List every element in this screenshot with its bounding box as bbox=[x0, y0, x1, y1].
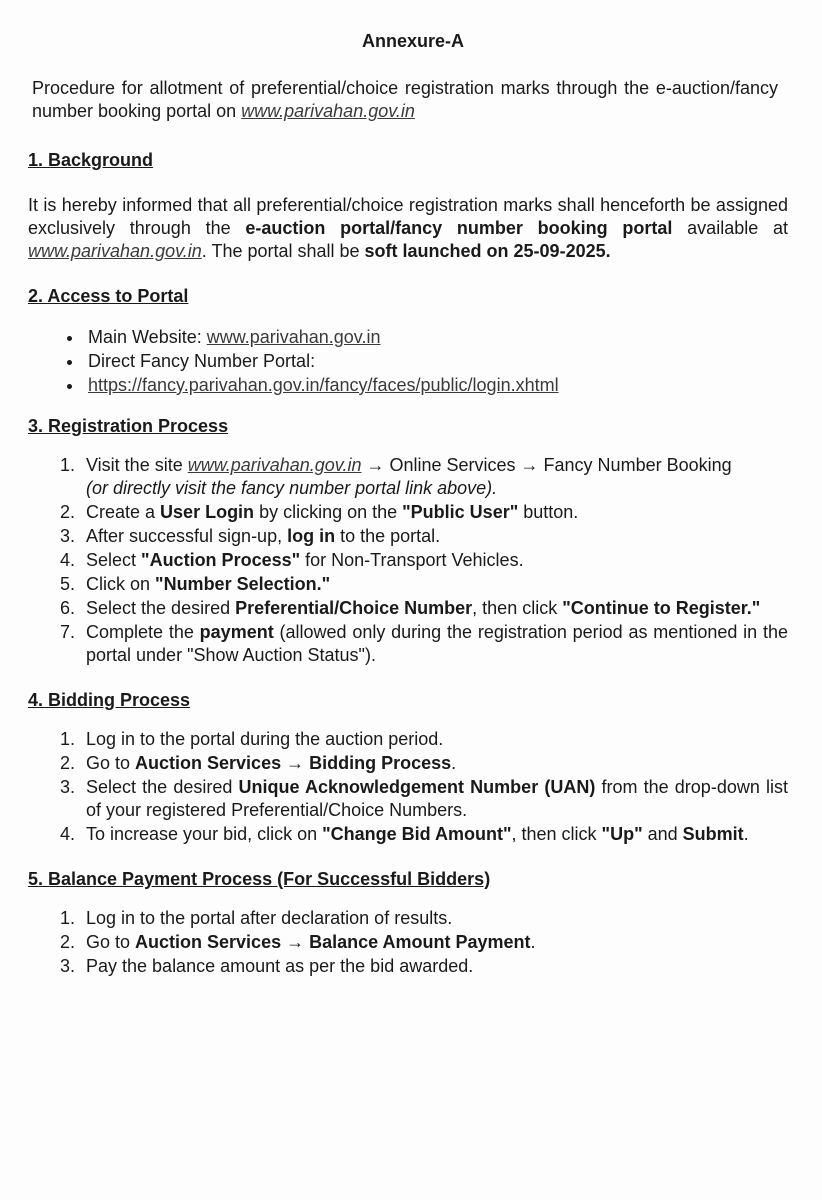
registration-step bbox=[80, 621, 788, 667]
step-bold: "Change Bid Amount" bbox=[322, 824, 512, 844]
step-text: , then click bbox=[511, 824, 602, 844]
step-text: . bbox=[530, 932, 536, 952]
background-bold-2: soft launched on 25-09-2025. bbox=[364, 241, 611, 261]
access-item-main-website bbox=[84, 326, 788, 349]
fancy-portal-link[interactable]: https://fancy.parivahan.gov.in/fancy/faces/public/login.xhtml bbox=[88, 375, 559, 395]
step-text: Go to bbox=[86, 753, 136, 773]
balance-step bbox=[80, 955, 788, 978]
registration-step bbox=[80, 454, 788, 500]
section-bidding-heading: 4. Bidding Process bbox=[28, 690, 191, 710]
section-registration-heading: 3. Registration Process bbox=[28, 416, 229, 436]
step-bold: Submit bbox=[682, 824, 744, 844]
bidding-steps bbox=[28, 728, 788, 846]
section-balance-heading: 5. Balance Payment Process (For Successful Bidders) bbox=[28, 869, 491, 889]
balance-step bbox=[80, 907, 788, 930]
step-text: to the portal. bbox=[335, 526, 441, 546]
step-text: . bbox=[451, 753, 457, 773]
access-item-direct-portal bbox=[84, 350, 788, 373]
step-bold: Auction Services → Balance Amount Payment bbox=[135, 932, 531, 952]
step-text: → Online Services → Fancy Number Booking bbox=[361, 455, 732, 475]
step-text: Log in to the portal after declaration of results. bbox=[86, 908, 453, 928]
access-item-label: Direct Fancy Number Portal: bbox=[88, 351, 316, 371]
step-text: After successful sign-up, bbox=[86, 526, 288, 546]
step-text: and bbox=[642, 824, 683, 844]
bidding-step bbox=[80, 728, 788, 751]
step-bold: "Number Selection." bbox=[155, 574, 331, 594]
step-text: (allowed only during the registration period as mentioned in the portal under "Show Auction Status"). bbox=[86, 622, 789, 665]
step-text: for Non-Transport Vehicles. bbox=[300, 550, 524, 570]
section-access-heading: 2. Access to Portal bbox=[28, 286, 189, 306]
step-text: Select the desired bbox=[86, 598, 236, 618]
step-text: Log in to the portal during the auction period. bbox=[86, 729, 444, 749]
step-text: To increase your bid, click on bbox=[86, 824, 323, 844]
background-link[interactable]: www.parivahan.gov.in bbox=[28, 241, 202, 261]
step-bold: Unique Acknowledgement Number (UAN) bbox=[238, 777, 596, 797]
step-bold: "Auction Process" bbox=[141, 550, 301, 570]
registration-step bbox=[80, 549, 788, 572]
step-text: Click on bbox=[86, 574, 156, 594]
registration-step bbox=[80, 573, 788, 596]
background-bold-1: e-auction portal/fancy number booking portal bbox=[245, 218, 673, 238]
registration-step bbox=[80, 597, 788, 620]
registration-steps bbox=[28, 454, 788, 667]
access-list bbox=[28, 326, 788, 397]
step-text: , then click bbox=[472, 598, 563, 618]
step-text: from the drop-down list of your registered Preferential/Choice Numbers. bbox=[86, 777, 788, 820]
step-text: Go to bbox=[86, 932, 136, 952]
balance-step bbox=[80, 931, 788, 954]
step-text: Select bbox=[86, 550, 142, 570]
registration-note: (or directly visit the fancy number portal link above). bbox=[86, 478, 498, 498]
step-text: Select the desired bbox=[86, 777, 239, 797]
step-bold: "Public User" bbox=[402, 502, 519, 522]
intro-paragraph bbox=[32, 77, 788, 123]
step-text: Visit the site bbox=[86, 455, 188, 475]
background-text-1: It is hereby informed that all preferential/choice registration marks shall henceforth be assigned exclusively through the bbox=[28, 195, 788, 238]
registration-step bbox=[80, 501, 788, 524]
step-text: Create a bbox=[86, 502, 161, 522]
step-text: button. bbox=[518, 502, 579, 522]
section-background-heading: 1. Background bbox=[28, 150, 154, 170]
bidding-step bbox=[80, 823, 788, 846]
step-bold: Auction Services → Bidding Process bbox=[135, 753, 452, 773]
step-bold: "Up" bbox=[601, 824, 643, 844]
bidding-step bbox=[80, 752, 788, 775]
step-text: Pay the balance amount as per the bid awarded. bbox=[86, 956, 474, 976]
step-text: Complete the bbox=[86, 622, 200, 642]
background-text-3: . The portal shall be bbox=[201, 241, 365, 261]
step-bold: log in bbox=[287, 526, 336, 546]
main-website-link[interactable]: www.parivahan.gov.in bbox=[206, 327, 381, 347]
bidding-step bbox=[80, 776, 788, 822]
access-item-label: Main Website: bbox=[88, 327, 207, 347]
background-text-2: available at bbox=[672, 218, 788, 238]
balance-steps bbox=[28, 907, 788, 978]
background-paragraph bbox=[28, 194, 788, 263]
step-bold: "Continue to Register." bbox=[562, 598, 761, 618]
step-bold: User Login bbox=[160, 502, 255, 522]
step-text: by clicking on the bbox=[254, 502, 403, 522]
registration-link[interactable]: www.parivahan.gov.in bbox=[187, 455, 362, 475]
page-title: Annexure-A bbox=[361, 31, 464, 51]
intro-text: Procedure for allotment of preferential/choice registration marks through the e-auction/fancy number booking portal on bbox=[32, 78, 778, 121]
intro-link[interactable]: www.parivahan.gov.in bbox=[241, 101, 415, 121]
step-bold: payment bbox=[199, 622, 274, 642]
registration-step bbox=[80, 525, 788, 548]
access-item-portal-url bbox=[84, 374, 788, 397]
step-text: . bbox=[743, 824, 749, 844]
step-bold: Preferential/Choice Number bbox=[235, 598, 473, 618]
